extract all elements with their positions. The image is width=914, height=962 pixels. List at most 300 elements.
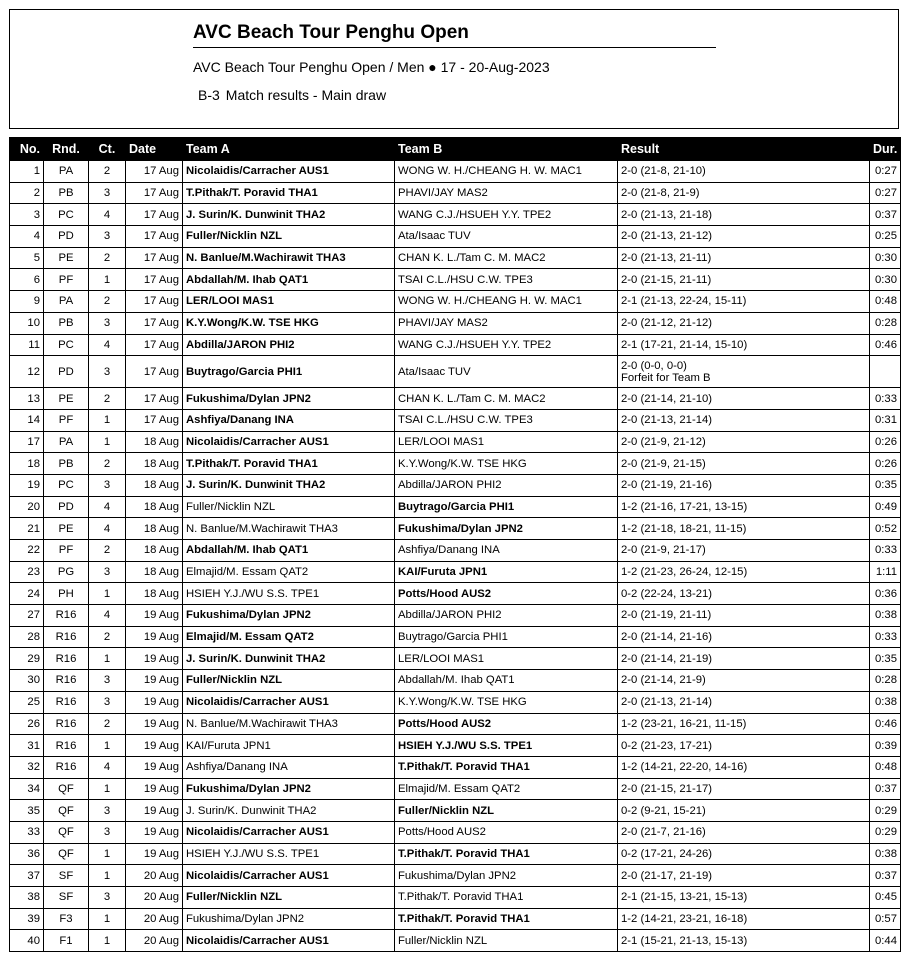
court-cell: 4 [89,605,126,627]
date-cell: 20 Aug [126,908,183,930]
result-note: Forfeit for Team B [621,371,711,384]
team-a-cell: Elmajid/M. Essam QAT2 [183,561,395,583]
team-b-cell: Buytrago/Garcia PHI1 [395,496,618,518]
match-number-cell: 23 [10,561,44,583]
team-b-cell: PHAVI/JAY MAS2 [395,182,618,204]
round-cell: QF [44,843,89,865]
result-cell: 2-0 (21-13, 21-11) [618,247,870,269]
team-a-cell: Fuller/Nicklin NZL [183,887,395,909]
round-cell: PG [44,561,89,583]
court-cell: 1 [89,908,126,930]
duration-cell: 0:38 [870,691,901,713]
table-row [10,843,901,865]
match-number-cell: 2 [10,182,44,204]
court-cell: 3 [89,474,126,496]
round-cell: PC [44,334,89,356]
round-cell: PC [44,474,89,496]
date-cell: 19 Aug [126,756,183,778]
result-cell: 1-2 (21-18, 18-21, 11-15) [618,518,870,540]
duration-cell: 0:52 [870,518,901,540]
col-header-round: Rnd. [44,138,89,161]
table-row [10,561,901,583]
table-row [10,908,901,930]
duration-cell: 0:25 [870,226,901,248]
court-cell: 4 [89,518,126,540]
team-a-cell: Abdallah/M. Ihab QAT1 [183,269,395,291]
round-cell: PD [44,496,89,518]
team-b-cell: T.Pithak/T. Poravid THA1 [395,887,618,909]
result-cell: 1-2 (21-23, 26-24, 12-15) [618,561,870,583]
team-a-cell: HSIEH Y.J./WU S.S. TPE1 [183,583,395,605]
table-header-row [10,138,901,161]
match-number-cell: 27 [10,605,44,627]
date-cell: 20 Aug [126,930,183,952]
date-cell: 17 Aug [126,388,183,410]
team-a-cell: Nicolaidis/Carracher AUS1 [183,865,395,887]
round-cell: QF [44,778,89,800]
team-a-cell: Fuller/Nicklin NZL [183,496,395,518]
court-cell: 1 [89,648,126,670]
round-cell: R16 [44,648,89,670]
duration-cell: 0:28 [870,312,901,334]
report-subtitle: AVC Beach Tour Penghu Open / Men ● 17 - 20-Aug-2023 [193,59,550,75]
round-cell: SF [44,865,89,887]
table-row [10,474,901,496]
duration-cell: 0:37 [870,778,901,800]
team-b-cell: K.Y.Wong/K.W. TSE HKG [395,691,618,713]
court-cell: 3 [89,887,126,909]
match-number-cell: 12 [10,356,44,388]
court-cell: 3 [89,312,126,334]
team-b-cell: Fukushima/Dylan JPN2 [395,865,618,887]
duration-cell: 0:35 [870,648,901,670]
duration-cell: 0:45 [870,887,901,909]
table-row [10,648,901,670]
result-cell: 2-0 (21-7, 21-16) [618,821,870,843]
team-a-cell: Buytrago/Garcia PHI1 [183,356,395,388]
report-title: AVC Beach Tour Penghu Open [193,22,469,43]
duration-cell: 0:26 [870,431,901,453]
match-number-cell: 5 [10,247,44,269]
round-cell: PF [44,269,89,291]
result-cell: 1-2 (14-21, 23-21, 16-18) [618,908,870,930]
team-a-cell: Abdilla/JARON PHI2 [183,334,395,356]
team-b-cell: Fuller/Nicklin NZL [395,930,618,952]
col-header-team-b: Team B [395,138,618,161]
team-b-cell: WONG W. H./CHEANG H. W. MAC1 [395,291,618,313]
result-score: 2-0 (0-0, 0-0) [621,359,687,372]
duration-cell: 0:37 [870,865,901,887]
result-cell: 2-0 (21-8, 21-9) [618,182,870,204]
match-number-cell: 22 [10,540,44,562]
match-number-cell: 40 [10,930,44,952]
date-cell: 17 Aug [126,182,183,204]
duration-cell: 0:39 [870,735,901,757]
table-row [10,409,901,431]
duration-cell: 0:38 [870,605,901,627]
date-cell: 19 Aug [126,691,183,713]
team-b-cell: PHAVI/JAY MAS2 [395,312,618,334]
team-a-cell: Fukushima/Dylan JPN2 [183,908,395,930]
duration-cell: 0:36 [870,583,901,605]
result-cell: 2-1 (21-13, 22-24, 15-11) [618,291,870,313]
duration-cell: 1:11 [870,561,901,583]
team-b-cell: LER/LOOI MAS1 [395,648,618,670]
court-cell: 4 [89,204,126,226]
match-number-cell: 33 [10,821,44,843]
duration-cell: 0:44 [870,930,901,952]
table-row [10,334,901,356]
team-a-cell: N. Banlue/M.Wachirawit THA3 [183,518,395,540]
round-cell: PB [44,312,89,334]
table-row [10,778,901,800]
result-cell: 2-0 (21-9, 21-15) [618,453,870,475]
match-number-cell: 39 [10,908,44,930]
round-cell: R16 [44,756,89,778]
result-cell: 2-0 (21-9, 21-17) [618,540,870,562]
team-b-cell: Abdilla/JARON PHI2 [395,605,618,627]
date-cell: 19 Aug [126,626,183,648]
team-b-cell: Fukushima/Dylan JPN2 [395,518,618,540]
round-cell: PH [44,583,89,605]
date-cell: 17 Aug [126,161,183,183]
court-cell: 3 [89,182,126,204]
table-row [10,431,901,453]
match-number-cell: 20 [10,496,44,518]
table-row [10,161,901,183]
round-cell: R16 [44,713,89,735]
court-cell: 1 [89,843,126,865]
court-cell: 3 [89,226,126,248]
table-row [10,887,901,909]
match-number-cell: 13 [10,388,44,410]
result-cell: 0-2 (21-23, 17-21) [618,735,870,757]
duration-cell: 0:46 [870,713,901,735]
team-b-cell: Potts/Hood AUS2 [395,821,618,843]
team-a-cell: J. Surin/K. Dunwinit THA2 [183,474,395,496]
table-row [10,247,901,269]
round-cell: PF [44,540,89,562]
title-underline [193,47,716,48]
court-cell: 3 [89,691,126,713]
round-cell: PD [44,226,89,248]
date-cell: 17 Aug [126,356,183,388]
section-name: Match results - Main draw [225,87,387,103]
duration-cell: 0:48 [870,756,901,778]
team-b-cell: Buytrago/Garcia PHI1 [395,626,618,648]
result-cell: 2-0 (21-19, 21-16) [618,474,870,496]
team-a-cell: Fukushima/Dylan JPN2 [183,605,395,627]
round-cell: R16 [44,691,89,713]
date-cell: 17 Aug [126,226,183,248]
date-cell: 19 Aug [126,843,183,865]
team-a-cell: Fuller/Nicklin NZL [183,670,395,692]
court-cell: 4 [89,496,126,518]
court-cell: 3 [89,670,126,692]
table-row [10,800,901,822]
col-header-team-a: Team A [183,138,395,161]
team-b-cell: Fuller/Nicklin NZL [395,800,618,822]
table-row [10,930,901,952]
date-cell: 19 Aug [126,821,183,843]
court-cell: 3 [89,561,126,583]
match-number-cell: 19 [10,474,44,496]
team-a-cell: N. Banlue/M.Wachirawit THA3 [183,713,395,735]
round-cell: QF [44,800,89,822]
duration-cell: 0:29 [870,800,901,822]
round-cell: PA [44,431,89,453]
team-a-cell: Ashfiya/Danang INA [183,409,395,431]
round-cell: PF [44,409,89,431]
round-cell: PB [44,453,89,475]
duration-cell: 0:30 [870,247,901,269]
team-b-cell: Potts/Hood AUS2 [395,583,618,605]
court-cell: 1 [89,735,126,757]
team-a-cell: Fukushima/Dylan JPN2 [183,778,395,800]
team-b-cell: Potts/Hood AUS2 [395,713,618,735]
table-row [10,269,901,291]
round-cell: F1 [44,930,89,952]
team-a-cell: N. Banlue/M.Wachirawit THA3 [183,247,395,269]
team-a-cell: Nicolaidis/Carracher AUS1 [183,431,395,453]
court-cell: 2 [89,247,126,269]
court-cell: 2 [89,388,126,410]
result-cell: 2-0 (21-13, 21-12) [618,226,870,248]
round-cell: F3 [44,908,89,930]
duration-cell: 0:49 [870,496,901,518]
team-b-cell: WANG C.J./HSUEH Y.Y. TPE2 [395,334,618,356]
match-number-cell: 26 [10,713,44,735]
match-number-cell: 17 [10,431,44,453]
team-b-cell: Elmajid/M. Essam QAT2 [395,778,618,800]
court-cell: 1 [89,269,126,291]
duration-cell: 0:26 [870,453,901,475]
duration-cell: 0:48 [870,291,901,313]
date-cell: 18 Aug [126,474,183,496]
table-row [10,291,901,313]
court-cell: 4 [89,756,126,778]
result-cell: 2-0 (21-15, 21-11) [618,269,870,291]
result-cell: 0-2 (9-21, 15-21) [618,800,870,822]
table-row [10,226,901,248]
table-row [10,865,901,887]
duration-cell: 0:30 [870,269,901,291]
team-a-cell: J. Surin/K. Dunwinit THA2 [183,648,395,670]
table-row [10,583,901,605]
table-row [10,204,901,226]
duration-cell: 0:27 [870,161,901,183]
result-cell: 2-0 (21-14, 21-19) [618,648,870,670]
results-table [9,137,901,952]
date-cell: 19 Aug [126,778,183,800]
team-a-cell: J. Surin/K. Dunwinit THA2 [183,800,395,822]
table-row [10,312,901,334]
date-cell: 18 Aug [126,453,183,475]
date-cell: 19 Aug [126,713,183,735]
match-number-cell: 35 [10,800,44,822]
match-number-cell: 24 [10,583,44,605]
match-number-cell: 25 [10,691,44,713]
team-b-cell: Ata/Isaac TUV [395,356,618,388]
match-number-cell: 29 [10,648,44,670]
match-number-cell: 11 [10,334,44,356]
date-cell: 17 Aug [126,312,183,334]
team-b-cell: Ashfiya/Danang INA [395,540,618,562]
team-b-cell: Abdilla/JARON PHI2 [395,474,618,496]
team-b-cell: CHAN K. L./Tam C. M. MAC2 [395,388,618,410]
date-cell: 18 Aug [126,431,183,453]
team-b-cell: CHAN K. L./Tam C. M. MAC2 [395,247,618,269]
result-cell: 2-0 (21-8, 21-10) [618,161,870,183]
result-cell: 2-0 (21-13, 21-14) [618,409,870,431]
duration-cell: 0:38 [870,843,901,865]
date-cell: 18 Aug [126,583,183,605]
team-a-cell: Elmajid/M. Essam QAT2 [183,626,395,648]
team-b-cell: T.Pithak/T. Poravid THA1 [395,756,618,778]
date-cell: 19 Aug [126,800,183,822]
table-row [10,388,901,410]
team-a-cell: Abdallah/M. Ihab QAT1 [183,540,395,562]
team-a-cell: KAI/Furuta JPN1 [183,735,395,757]
result-cell: 1-2 (23-21, 16-21, 11-15) [618,713,870,735]
round-cell: PE [44,518,89,540]
table-row [10,356,901,388]
match-number-cell: 37 [10,865,44,887]
court-cell: 2 [89,626,126,648]
date-cell: 20 Aug [126,887,183,909]
result-cell: 2-0 (21-17, 21-19) [618,865,870,887]
round-cell: PA [44,291,89,313]
team-a-cell: Fuller/Nicklin NZL [183,226,395,248]
team-a-cell: Nicolaidis/Carracher AUS1 [183,821,395,843]
duration-cell: 0:28 [870,670,901,692]
result-cell: 2-1 (21-15, 13-21, 15-13) [618,887,870,909]
result-cell: 2-0 (21-12, 21-12) [618,312,870,334]
round-cell: R16 [44,735,89,757]
court-cell: 3 [89,800,126,822]
team-a-cell: J. Surin/K. Dunwinit THA2 [183,204,395,226]
result-cell: 2-0 (21-13, 21-18) [618,204,870,226]
match-number-cell: 21 [10,518,44,540]
table-row [10,182,901,204]
table-row [10,735,901,757]
round-cell: PA [44,161,89,183]
match-number-cell: 28 [10,626,44,648]
duration-cell: 0:57 [870,908,901,930]
team-b-cell: LER/LOOI MAS1 [395,431,618,453]
team-b-cell: HSIEH Y.J./WU S.S. TPE1 [395,735,618,757]
match-number-cell: 32 [10,756,44,778]
duration-cell: 0:27 [870,182,901,204]
result-cell: 2-1 (17-21, 21-14, 15-10) [618,334,870,356]
team-b-cell: T.Pithak/T. Poravid THA1 [395,908,618,930]
match-number-cell: 14 [10,409,44,431]
team-a-cell: T.Pithak/T. Poravid THA1 [183,453,395,475]
date-cell: 17 Aug [126,247,183,269]
court-cell: 3 [89,356,126,388]
section-heading [198,87,392,103]
table-row [10,496,901,518]
col-header-result: Result [618,138,870,161]
round-cell: PD [44,356,89,388]
table-row [10,713,901,735]
court-cell: 1 [89,865,126,887]
team-b-cell: WANG C.J./HSUEH Y.Y. TPE2 [395,204,618,226]
match-number-cell: 31 [10,735,44,757]
result-cell: 2-0 (21-15, 21-17) [618,778,870,800]
round-cell: QF [44,821,89,843]
result-cell: 1-2 (14-21, 22-20, 14-16) [618,756,870,778]
court-cell: 4 [89,334,126,356]
round-cell: R16 [44,670,89,692]
court-cell: 2 [89,713,126,735]
result-cell: 2-0 (21-13, 21-14) [618,691,870,713]
date-cell: 18 Aug [126,561,183,583]
duration-cell: 0:46 [870,334,901,356]
table-row [10,453,901,475]
team-a-cell: Nicolaidis/Carracher AUS1 [183,161,395,183]
table-row [10,821,901,843]
court-cell: 2 [89,291,126,313]
round-cell: SF [44,887,89,909]
match-number-cell: 38 [10,887,44,909]
court-cell: 1 [89,431,126,453]
team-b-cell: K.Y.Wong/K.W. TSE HKG [395,453,618,475]
match-number-cell: 34 [10,778,44,800]
team-a-cell: Fukushima/Dylan JPN2 [183,388,395,410]
date-cell: 17 Aug [126,291,183,313]
date-cell: 17 Aug [126,204,183,226]
match-number-cell: 9 [10,291,44,313]
court-cell: 1 [89,778,126,800]
team-a-cell: Ashfiya/Danang INA [183,756,395,778]
result-cell [618,356,870,388]
duration-cell: 0:33 [870,388,901,410]
col-header-no: No. [10,138,44,161]
date-cell: 18 Aug [126,496,183,518]
team-a-cell: K.Y.Wong/K.W. TSE HKG [183,312,395,334]
duration-cell: 0:37 [870,204,901,226]
team-b-cell: TSAI C.L./HSU C.W. TPE3 [395,269,618,291]
court-cell: 1 [89,409,126,431]
date-cell: 17 Aug [126,269,183,291]
match-number-cell: 30 [10,670,44,692]
table-row [10,670,901,692]
court-cell: 1 [89,583,126,605]
round-cell: R16 [44,605,89,627]
team-a-cell: Nicolaidis/Carracher AUS1 [183,930,395,952]
date-cell: 20 Aug [126,865,183,887]
result-cell: 1-2 (21-16, 17-21, 13-15) [618,496,870,518]
team-b-cell: KAI/Furuta JPN1 [395,561,618,583]
table-row [10,540,901,562]
table-row [10,626,901,648]
round-cell: PB [44,182,89,204]
match-number-cell: 3 [10,204,44,226]
result-cell: 0-2 (22-24, 13-21) [618,583,870,605]
result-cell: 2-1 (15-21, 21-13, 15-13) [618,930,870,952]
duration-cell [870,356,901,388]
team-a-cell: HSIEH Y.J./WU S.S. TPE1 [183,843,395,865]
duration-cell: 0:33 [870,540,901,562]
date-cell: 19 Aug [126,670,183,692]
table-row [10,756,901,778]
result-cell: 2-0 (21-9, 21-12) [618,431,870,453]
date-cell: 18 Aug [126,518,183,540]
round-cell: R16 [44,626,89,648]
match-number-cell: 18 [10,453,44,475]
match-number-cell: 6 [10,269,44,291]
